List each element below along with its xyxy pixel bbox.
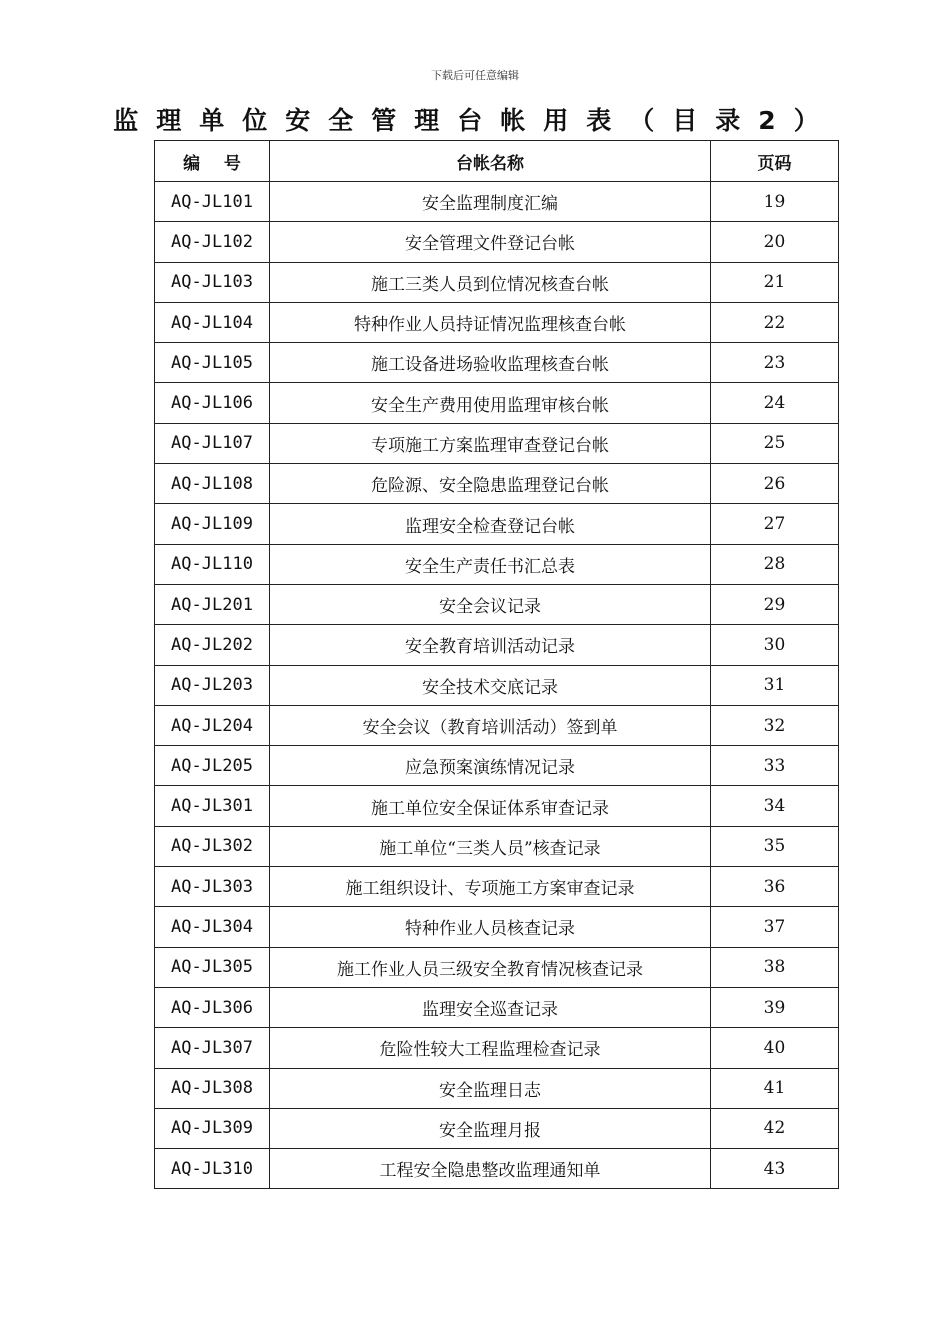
ledger-index-table — [154, 140, 839, 1189]
table-row — [155, 1149, 839, 1189]
row-code: AQ-JL304 — [155, 907, 270, 947]
column-header-code: 编 号 — [155, 141, 270, 182]
row-name: 专项施工方案监理审查登记台帐 — [270, 423, 711, 463]
row-page: 25 — [711, 423, 839, 463]
row-code: AQ-JL205 — [155, 746, 270, 786]
row-page: 43 — [711, 1149, 839, 1189]
row-page: 22 — [711, 302, 839, 342]
row-page: 41 — [711, 1068, 839, 1108]
table-row — [155, 867, 839, 907]
row-name: 危险源、安全隐患监理登记台帐 — [270, 464, 711, 504]
row-name: 安全会议（教育培训活动）签到单 — [270, 705, 711, 745]
row-code: AQ-JL106 — [155, 383, 270, 423]
row-name: 危险性较大工程监理检查记录 — [270, 1028, 711, 1068]
table-row — [155, 826, 839, 866]
row-name: 施工作业人员三级安全教育情况核查记录 — [270, 947, 711, 987]
row-code: AQ-JL204 — [155, 705, 270, 745]
table-header-row — [155, 141, 839, 182]
table-body — [155, 182, 839, 1189]
header-note: 下载后可任意编辑 — [431, 69, 519, 82]
row-code: AQ-JL105 — [155, 343, 270, 383]
table-row — [155, 907, 839, 947]
row-name: 安全监理月报 — [270, 1108, 711, 1148]
table-row — [155, 625, 839, 665]
column-header-name: 台帐名称 — [270, 141, 711, 182]
row-page: 34 — [711, 786, 839, 826]
row-code: AQ-JL302 — [155, 826, 270, 866]
table-row — [155, 544, 839, 584]
row-page: 29 — [711, 584, 839, 624]
row-page: 42 — [711, 1108, 839, 1148]
row-page: 19 — [711, 182, 839, 222]
row-code: AQ-JL301 — [155, 786, 270, 826]
row-code: AQ-JL102 — [155, 222, 270, 262]
row-name: 监理安全巡查记录 — [270, 987, 711, 1027]
table-row — [155, 423, 839, 463]
row-page: 33 — [711, 746, 839, 786]
table-row — [155, 1028, 839, 1068]
row-name: 监理安全检查登记台帐 — [270, 504, 711, 544]
table-row — [155, 746, 839, 786]
table-row — [155, 222, 839, 262]
row-name: 安全会议记录 — [270, 584, 711, 624]
row-code: AQ-JL310 — [155, 1149, 270, 1189]
row-page: 28 — [711, 544, 839, 584]
row-name: 安全教育培训活动记录 — [270, 625, 711, 665]
page-title: 监理单位安全管理台帐用表（目录2） — [113, 106, 837, 135]
row-code: AQ-JL202 — [155, 625, 270, 665]
table-row — [155, 987, 839, 1027]
row-page: 20 — [711, 222, 839, 262]
table-row — [155, 343, 839, 383]
row-name: 安全技术交底记录 — [270, 665, 711, 705]
row-code: AQ-JL107 — [155, 423, 270, 463]
row-name: 安全监理日志 — [270, 1068, 711, 1108]
row-code: AQ-JL307 — [155, 1028, 270, 1068]
row-code: AQ-JL306 — [155, 987, 270, 1027]
table-row — [155, 1108, 839, 1148]
table-row — [155, 504, 839, 544]
table-row — [155, 705, 839, 745]
row-code: AQ-JL109 — [155, 504, 270, 544]
row-page: 21 — [711, 262, 839, 302]
row-code: AQ-JL101 — [155, 182, 270, 222]
row-page: 39 — [711, 987, 839, 1027]
row-page: 26 — [711, 464, 839, 504]
row-code: AQ-JL103 — [155, 262, 270, 302]
row-page: 30 — [711, 625, 839, 665]
row-name: 应急预案演练情况记录 — [270, 746, 711, 786]
row-page: 38 — [711, 947, 839, 987]
row-page: 36 — [711, 867, 839, 907]
row-name: 施工设备进场验收监理核查台帐 — [270, 343, 711, 383]
table-row — [155, 383, 839, 423]
row-code: AQ-JL309 — [155, 1108, 270, 1148]
row-page: 31 — [711, 665, 839, 705]
table-row — [155, 1068, 839, 1108]
table-row — [155, 665, 839, 705]
row-code: AQ-JL104 — [155, 302, 270, 342]
row-page: 40 — [711, 1028, 839, 1068]
table-row — [155, 947, 839, 987]
row-name: 施工组织设计、专项施工方案审查记录 — [270, 867, 711, 907]
row-name: 安全监理制度汇编 — [270, 182, 711, 222]
row-name: 施工单位“三类人员”核查记录 — [270, 826, 711, 866]
row-code: AQ-JL201 — [155, 584, 270, 624]
row-code: AQ-JL203 — [155, 665, 270, 705]
row-name: 施工三类人员到位情况核查台帐 — [270, 262, 711, 302]
row-name: 工程安全隐患整改监理通知单 — [270, 1149, 711, 1189]
row-name: 安全生产费用使用监理审核台帐 — [270, 383, 711, 423]
column-header-page: 页码 — [711, 141, 839, 182]
table-row — [155, 464, 839, 504]
row-code: AQ-JL110 — [155, 544, 270, 584]
row-name: 安全生产责任书汇总表 — [270, 544, 711, 584]
row-page: 37 — [711, 907, 839, 947]
row-code: AQ-JL308 — [155, 1068, 270, 1108]
row-page: 23 — [711, 343, 839, 383]
row-name: 安全管理文件登记台帐 — [270, 222, 711, 262]
row-page: 35 — [711, 826, 839, 866]
row-page: 24 — [711, 383, 839, 423]
row-page: 32 — [711, 705, 839, 745]
table-row — [155, 584, 839, 624]
row-name: 施工单位安全保证体系审查记录 — [270, 786, 711, 826]
row-page: 27 — [711, 504, 839, 544]
row-name: 特种作业人员核查记录 — [270, 907, 711, 947]
row-code: AQ-JL108 — [155, 464, 270, 504]
table-row — [155, 182, 839, 222]
table-row — [155, 302, 839, 342]
row-name: 特种作业人员持证情况监理核查台帐 — [270, 302, 711, 342]
table-row — [155, 786, 839, 826]
row-code: AQ-JL303 — [155, 867, 270, 907]
row-code: AQ-JL305 — [155, 947, 270, 987]
table-row — [155, 262, 839, 302]
